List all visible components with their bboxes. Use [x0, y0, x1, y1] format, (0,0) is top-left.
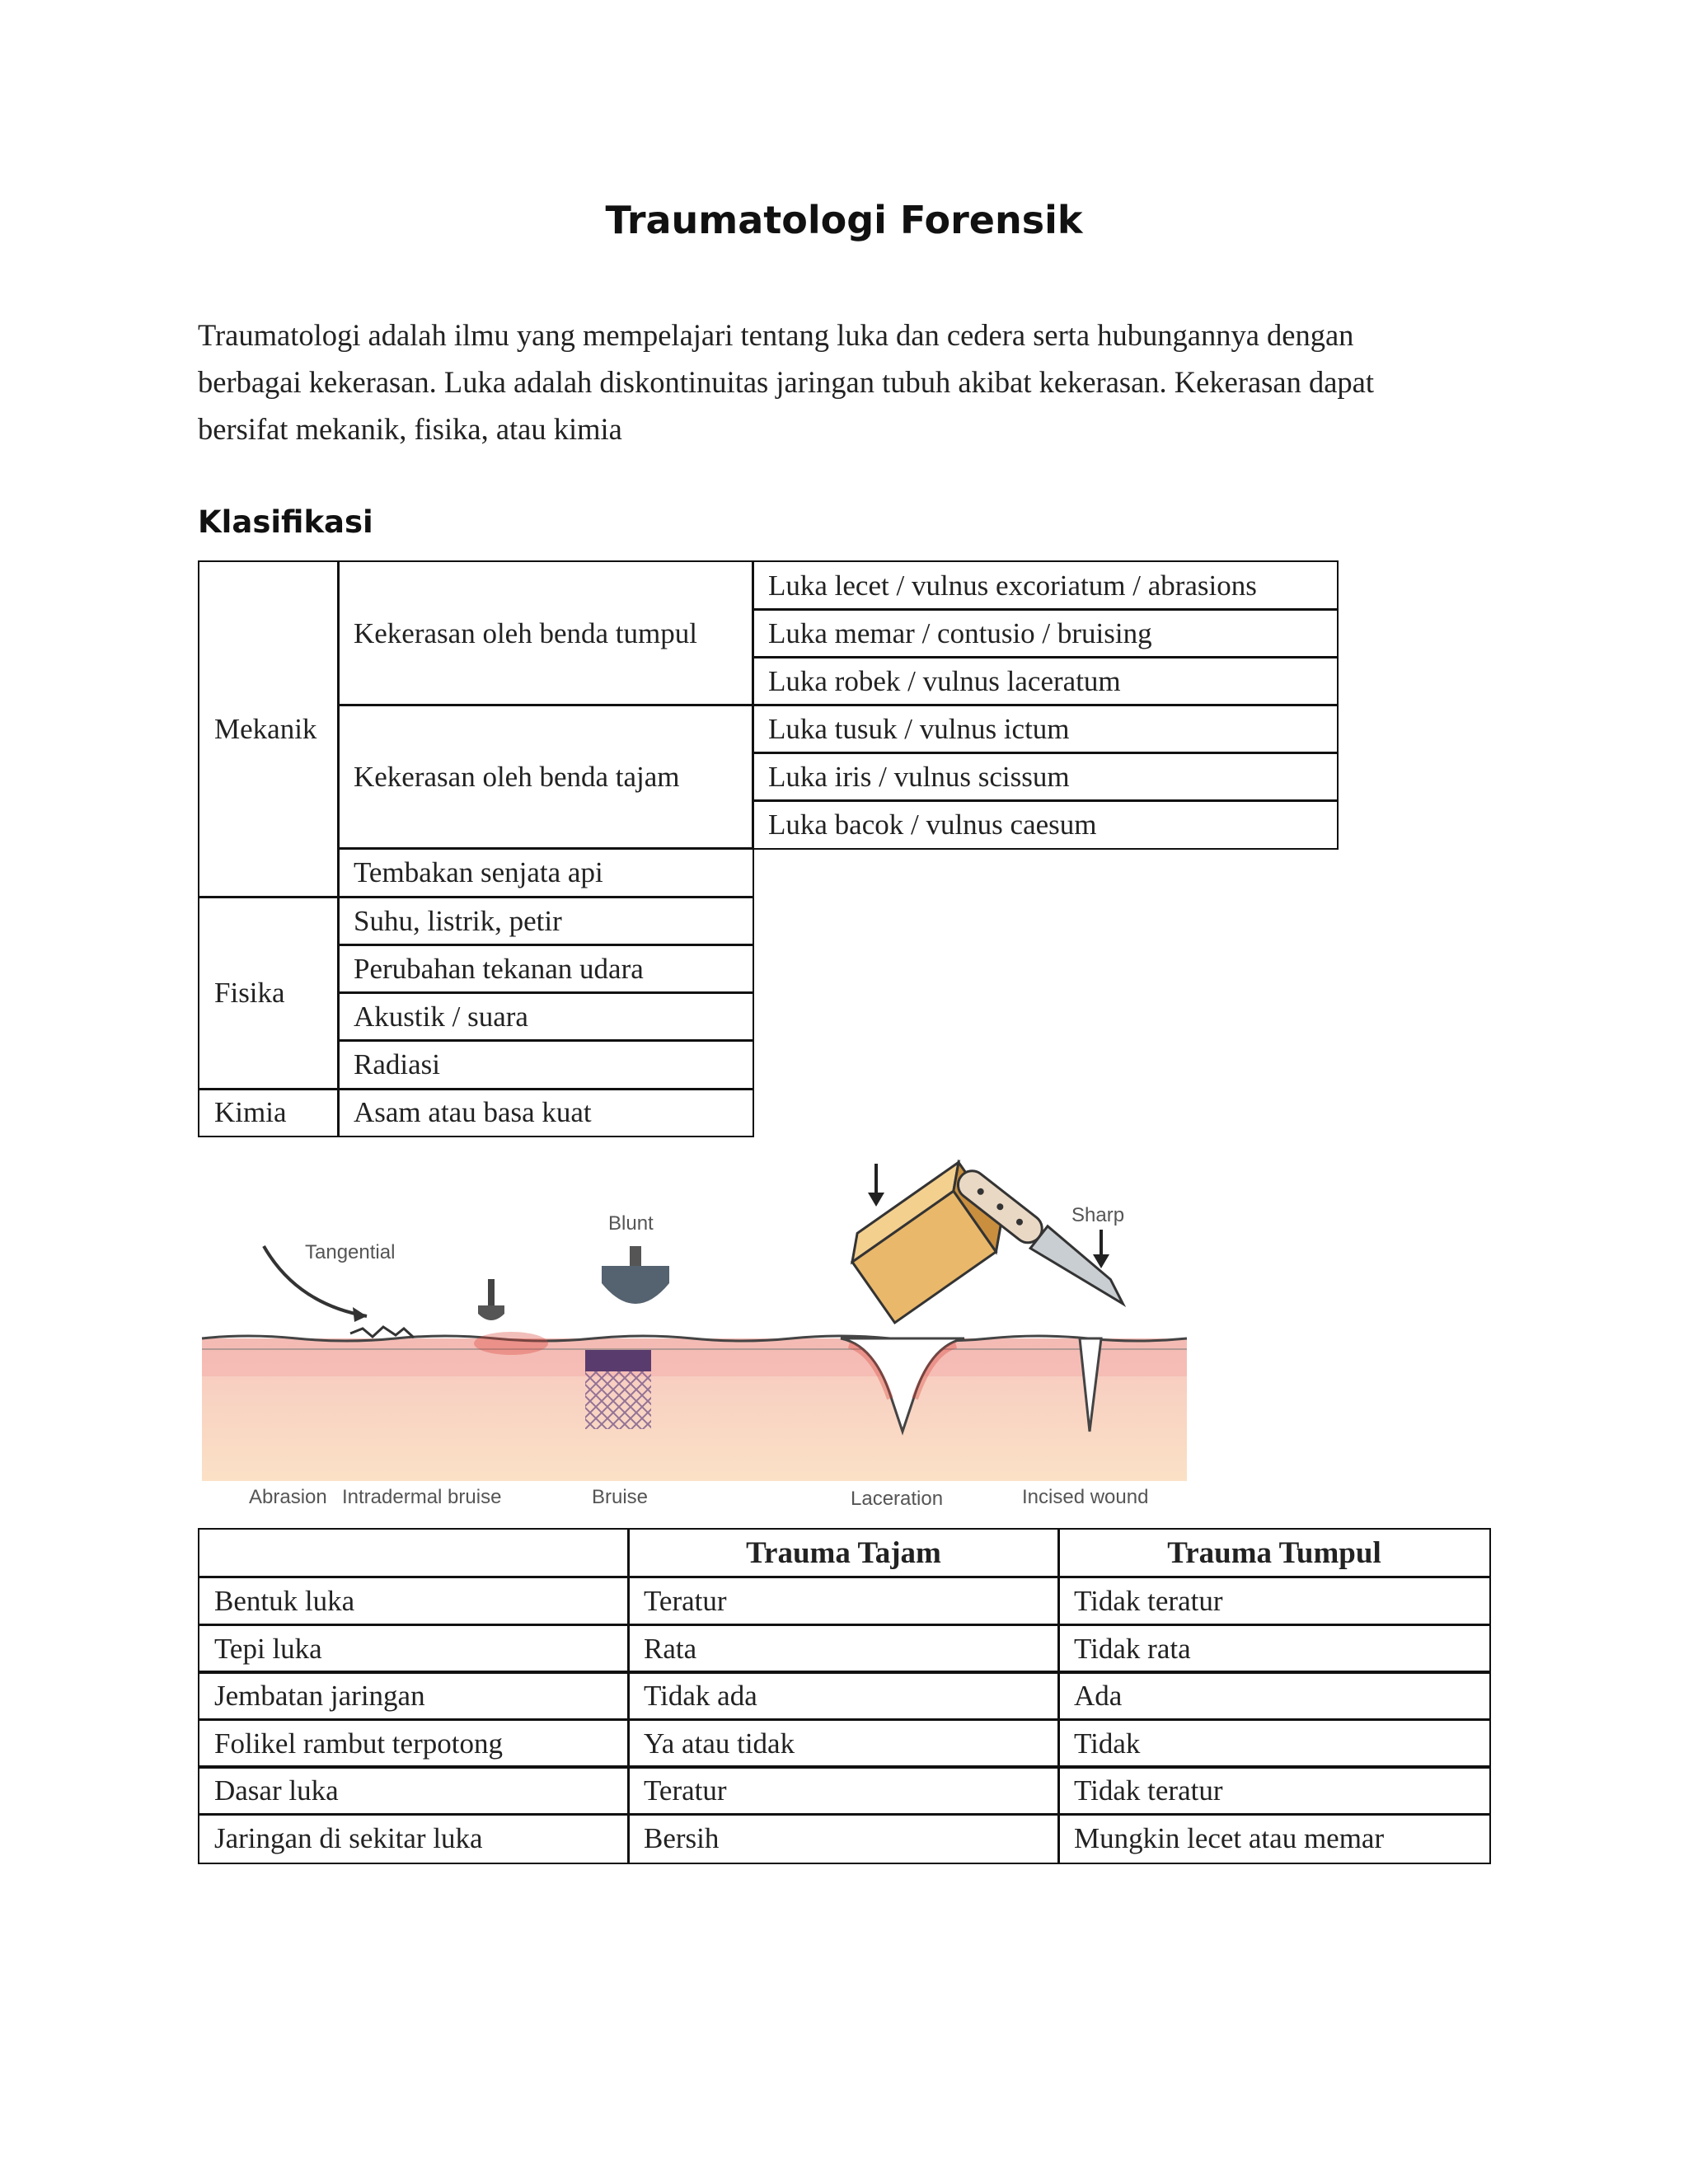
comparison-tumpul-value: Tidak: [1057, 1718, 1491, 1769]
comparison-tumpul-value: Tidak teratur: [1057, 1576, 1491, 1626]
section-heading: Klasifikasi: [198, 504, 373, 540]
wound-type: Luka bacok / vulnus caesum: [752, 799, 1339, 850]
probe-stem: [488, 1279, 495, 1305]
wound-type: Luka lecet / vulnus excoriatum / abrasions: [752, 560, 1339, 611]
comparison-tajam-value: Bersih: [627, 1813, 1060, 1864]
comparison-feature: Tepi luka: [198, 1624, 630, 1674]
block-arrowhead: [868, 1193, 884, 1207]
subcategory-tumpul: Kekerasan oleh benda tumpul: [337, 560, 754, 706]
label-intradermal: Intradermal bruise: [342, 1486, 502, 1508]
comparison-tumpul-value: Mungkin lecet atau memar: [1057, 1813, 1491, 1864]
comparison-tumpul-value: Tidak teratur: [1057, 1765, 1491, 1816]
probe-head: [478, 1305, 504, 1320]
comparison-feature: Folikel rambut terpotong: [198, 1718, 630, 1769]
fisika-item: Radiasi: [337, 1039, 754, 1090]
comparison-tajam-value: Teratur: [627, 1576, 1060, 1626]
label-bruise: Bruise: [592, 1486, 649, 1508]
wound-type: Luka robek / vulnus laceratum: [752, 656, 1339, 706]
page-title: Traumatologi Forensik: [605, 198, 1083, 242]
comparison-header-tumpul: Trauma Tumpul: [1057, 1528, 1491, 1578]
fisika-item: Suhu, listrik, petir: [337, 896, 754, 946]
comparison-tajam-value: Teratur: [627, 1765, 1060, 1816]
bruise-mesh: [585, 1371, 651, 1429]
comparison-header-tajam: Trauma Tajam: [627, 1528, 1060, 1578]
label-abrasion: Abrasion: [249, 1486, 327, 1508]
category-fisika: Fisika: [198, 896, 340, 1090]
kimia-item: Asam atau basa kuat: [337, 1088, 754, 1137]
label-incised: Incised wound: [1022, 1486, 1149, 1508]
category-kimia: Kimia: [198, 1088, 340, 1137]
wound-type: Luka memar / contusio / bruising: [752, 608, 1339, 658]
fisika-item: Akustik / suara: [337, 991, 754, 1042]
fisika-item: Perubahan tekanan udara: [337, 944, 754, 994]
comparison-tajam-value: Ya atau tidak: [627, 1718, 1060, 1769]
intradermal-bruise: [474, 1332, 548, 1355]
comparison-tajam-value: Rata: [627, 1624, 1060, 1674]
comparison-feature: Bentuk luka: [198, 1576, 630, 1626]
comparison-tumpul-value: Tidak rata: [1057, 1624, 1491, 1674]
comparison-tajam-value: Tidak ada: [627, 1671, 1060, 1721]
abrasion-mark: [350, 1327, 414, 1338]
intro-line: berbagai kekerasan. Luka adalah diskontinuitas jaringan tubuh akibat kekerasan. Kekerasan dapat: [198, 365, 1374, 399]
comparison-header-empty: [198, 1528, 630, 1578]
label-laceration: Laceration: [851, 1488, 944, 1510]
intro-paragraph: [198, 312, 1484, 452]
category-mekanik: Mekanik: [198, 560, 340, 898]
comparison-feature: Dasar luka: [198, 1765, 630, 1816]
intro-line: bersifat mekanik, fisika, atau kimia: [198, 412, 622, 446]
subcategory-senjata-api: Tembakan senjata api: [337, 847, 754, 898]
wound-type: Luka iris / vulnus scissum: [752, 752, 1339, 802]
comparison-feature: Jaringan di sekitar luka: [198, 1813, 630, 1864]
comparison-tumpul-value: Ada: [1057, 1671, 1491, 1721]
bruise-core: [585, 1350, 651, 1371]
label-tangential: Tangential: [305, 1241, 396, 1263]
wound-types-figure: [198, 1147, 1203, 1518]
subcategory-tajam: Kekerasan oleh benda tajam: [337, 704, 754, 850]
comparison-feature: Jembatan jaringan: [198, 1671, 630, 1721]
intro-line: Traumatologi adalah ilmu yang mempelajari tentang luka dan cedera serta hubungannya dengan: [198, 318, 1354, 352]
dermis-band: [202, 1338, 1187, 1376]
blunt-head: [602, 1266, 669, 1304]
label-sharp: Sharp: [1071, 1204, 1125, 1226]
label-blunt: Blunt: [608, 1212, 654, 1235]
wound-type: Luka tusuk / vulnus ictum: [752, 704, 1339, 754]
blunt-stem: [630, 1246, 641, 1266]
